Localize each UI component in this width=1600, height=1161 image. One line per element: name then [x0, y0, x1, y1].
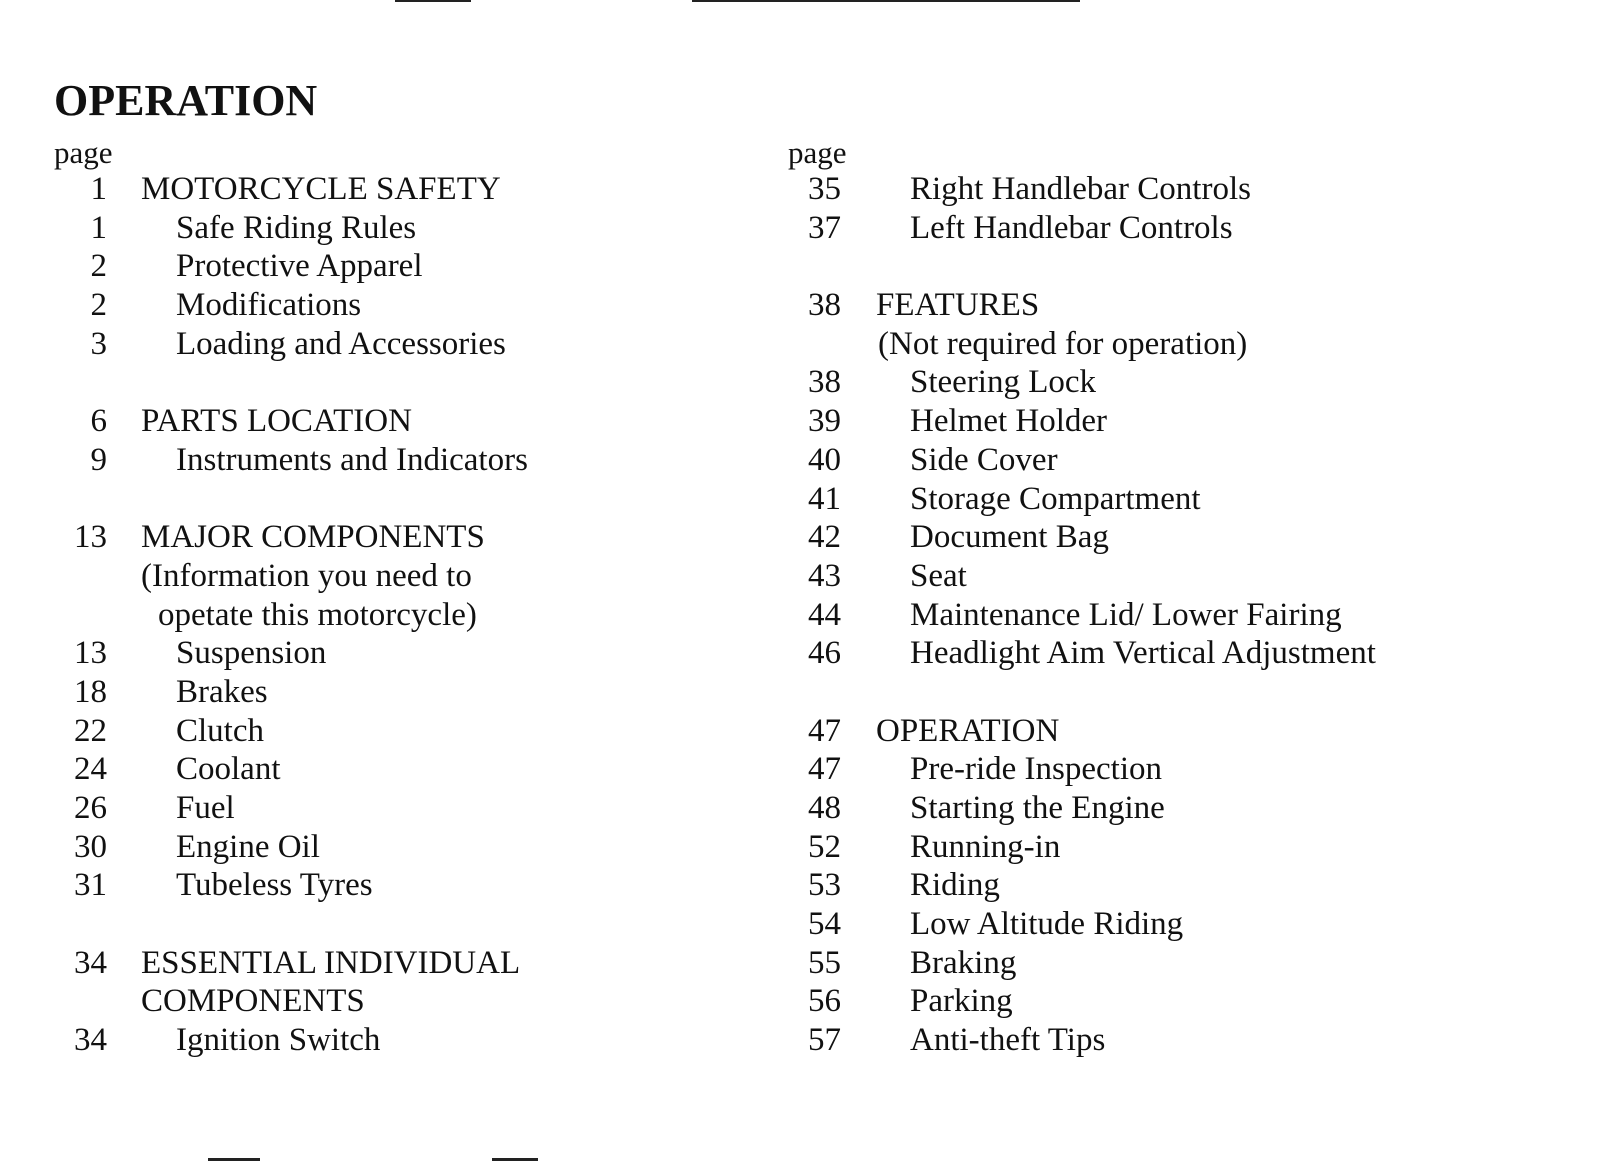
- toc-entry-title: Braking: [910, 944, 1017, 981]
- toc-section: [788, 712, 1488, 751]
- page-title: OPERATION: [54, 76, 318, 125]
- toc-page-number: 54: [808, 906, 841, 943]
- toc-page-number: 13: [74, 519, 107, 556]
- toc-entry-title: Instruments and Indicators: [176, 441, 528, 478]
- toc-entry-title: Seat: [910, 557, 967, 594]
- toc-entry: [54, 596, 694, 635]
- toc-entry-title: Pre-ride Inspection: [910, 751, 1162, 788]
- toc-spacer: [54, 905, 694, 944]
- toc-page-number: 1: [90, 171, 107, 207]
- toc-entry-title: MOTORCYCLE SAFETY: [141, 171, 501, 207]
- toc-entry: [54, 209, 694, 248]
- toc-entry-title: Brakes: [176, 673, 268, 710]
- toc-entry: [54, 325, 694, 364]
- toc-entry-title: OPERATION: [876, 712, 1060, 749]
- toc-entry-title: Protective Apparel: [176, 248, 423, 285]
- toc-page-number: 41: [808, 480, 841, 517]
- toc-entry: [788, 325, 1488, 364]
- toc-entry-title: opetate this motorcycle): [158, 596, 477, 633]
- toc-left-entries: [54, 170, 694, 1060]
- toc-page-number: 38: [808, 364, 841, 401]
- toc-page-number: 24: [74, 751, 107, 788]
- toc-entry-title: ESSENTIAL INDIVIDUAL: [141, 944, 521, 981]
- toc-entry-title: Riding: [910, 867, 1000, 904]
- toc-page-number: 31: [74, 867, 107, 904]
- toc-page-number: 46: [808, 635, 841, 672]
- toc-entry-title: Side Cover: [910, 441, 1058, 478]
- toc-entry: [788, 518, 1488, 557]
- toc-entry: [788, 170, 1488, 209]
- top-rule-left: [395, 0, 471, 2]
- toc-entry-title: Engine Oil: [176, 828, 320, 865]
- toc-entry-title: COMPONENTS: [141, 983, 365, 1020]
- toc-entry-title: Clutch: [176, 712, 264, 749]
- toc-entry-title: Right Handlebar Controls: [910, 171, 1251, 207]
- toc-entry: [788, 828, 1488, 867]
- toc-entry-title: Left Handlebar Controls: [910, 209, 1233, 246]
- toc-page-number: 18: [74, 673, 107, 710]
- toc-entry-title: Document Bag: [910, 519, 1109, 556]
- toc-entry-title: Low Altitude Riding: [910, 906, 1184, 943]
- toc-section: [54, 402, 694, 441]
- toc-right-column: [788, 136, 1488, 1060]
- toc-entry: [54, 441, 694, 480]
- toc-page-number: 40: [808, 441, 841, 478]
- toc-entry: [54, 712, 694, 751]
- toc-page-number: 37: [808, 209, 841, 246]
- toc-entry: [788, 866, 1488, 905]
- top-rule-right: [692, 0, 1080, 2]
- page-column-header: page: [54, 135, 113, 170]
- toc-entry-title: Steering Lock: [910, 364, 1097, 401]
- toc-entry-title: Loading and Accessories: [176, 325, 506, 362]
- toc-section: [788, 286, 1488, 325]
- toc-entry: [54, 828, 694, 867]
- toc-entry-title: Anti-theft Tips: [910, 1022, 1106, 1059]
- toc-entry-title: Fuel: [176, 790, 235, 826]
- toc-entry: [788, 905, 1488, 944]
- toc-spacer: [788, 247, 1488, 286]
- toc-section: [54, 170, 694, 209]
- toc-page-number: 38: [808, 287, 841, 324]
- toc-entry: [788, 402, 1488, 441]
- toc-entry: [788, 557, 1488, 596]
- toc-page-number: 30: [74, 828, 107, 865]
- toc-left-column: [54, 136, 694, 1060]
- toc-entry: [788, 480, 1488, 519]
- toc-page-number: 6: [90, 403, 107, 440]
- toc-entry: [54, 557, 694, 596]
- toc-entry-title: Maintenance Lid/ Lower Fairing: [910, 596, 1342, 633]
- toc-spacer: [54, 480, 694, 519]
- toc-entry: [54, 673, 694, 712]
- toc-entry: [788, 363, 1488, 402]
- toc-page-number: 9: [90, 441, 107, 478]
- toc-entry-title: Suspension: [176, 635, 327, 672]
- toc-page-number: 39: [808, 403, 841, 440]
- toc-entry: [788, 634, 1488, 673]
- toc-page-number: 35: [808, 171, 841, 207]
- toc-page-number: 34: [74, 944, 107, 981]
- toc-entry: [788, 944, 1488, 983]
- toc-page-number: 3: [90, 325, 107, 362]
- toc-right-entries: [788, 170, 1488, 1060]
- toc-entry: [788, 789, 1488, 828]
- toc-entry: [788, 596, 1488, 635]
- toc-entry-title: Ignition Switch: [176, 1022, 381, 1059]
- toc-entry-title: FEATURES: [876, 287, 1040, 324]
- toc-entry: [788, 441, 1488, 480]
- toc-page-number: 52: [808, 828, 841, 865]
- toc-spacer: [788, 673, 1488, 712]
- toc-page-number: 57: [808, 1022, 841, 1059]
- toc-entry-title: (Not required for operation): [878, 325, 1248, 362]
- toc-page-number: 1: [90, 209, 107, 246]
- toc-entry: [54, 866, 694, 905]
- toc-entry-title: Helmet Holder: [910, 403, 1108, 440]
- toc-entry-title: Coolant: [176, 751, 281, 788]
- toc-page-number: 47: [808, 751, 841, 788]
- toc-page-number: 44: [808, 596, 841, 633]
- toc-entry-title: Headlight Aim Vertical Adjustment: [910, 635, 1376, 672]
- toc-page-number: 13: [74, 635, 107, 672]
- toc-page-number: 47: [808, 712, 841, 749]
- toc-entry: [54, 750, 694, 789]
- toc-entry-title: Running-in: [910, 828, 1061, 865]
- toc-entry-title: Modifications: [176, 287, 362, 324]
- toc-section: [54, 944, 694, 983]
- toc-page-number: 2: [90, 287, 107, 324]
- toc-page-number: 55: [808, 944, 841, 981]
- toc-page-number: 53: [808, 867, 841, 904]
- toc-entry: [54, 247, 694, 286]
- toc-entry-title: Storage Compartment: [910, 480, 1201, 517]
- toc-page-number: 22: [74, 712, 107, 749]
- toc-entry: [54, 286, 694, 325]
- toc-entry-title: Parking: [910, 983, 1013, 1020]
- toc-entry: [788, 209, 1488, 248]
- toc-entry: [788, 750, 1488, 789]
- toc-entry: [788, 1021, 1488, 1060]
- toc-page-number: 34: [74, 1022, 107, 1059]
- toc-entry: [54, 1021, 694, 1060]
- toc-page-number: 2: [90, 248, 107, 285]
- toc-page-number: 42: [808, 519, 841, 556]
- toc-entry: [54, 634, 694, 673]
- toc-spacer: [54, 363, 694, 402]
- toc-entry: [788, 982, 1488, 1021]
- toc-entry-title: Safe Riding Rules: [176, 209, 417, 246]
- toc-entry: [54, 982, 694, 1021]
- page-column-header: page: [788, 135, 847, 170]
- toc-entry-title: (Information you need to: [141, 557, 472, 594]
- toc-section: [54, 518, 694, 557]
- toc-page-number: 43: [808, 557, 841, 594]
- toc-entry-title: Tubeless Tyres: [176, 867, 373, 904]
- toc-page-number: 26: [74, 790, 107, 826]
- toc-page-number: 48: [808, 790, 841, 826]
- toc-entry-title: MAJOR COMPONENTS: [141, 519, 485, 556]
- toc-entry-title: Starting the Engine: [910, 790, 1165, 826]
- toc-page-number: 56: [808, 983, 841, 1020]
- toc-entry: [54, 789, 694, 828]
- toc-entry-title: PARTS LOCATION: [141, 403, 412, 440]
